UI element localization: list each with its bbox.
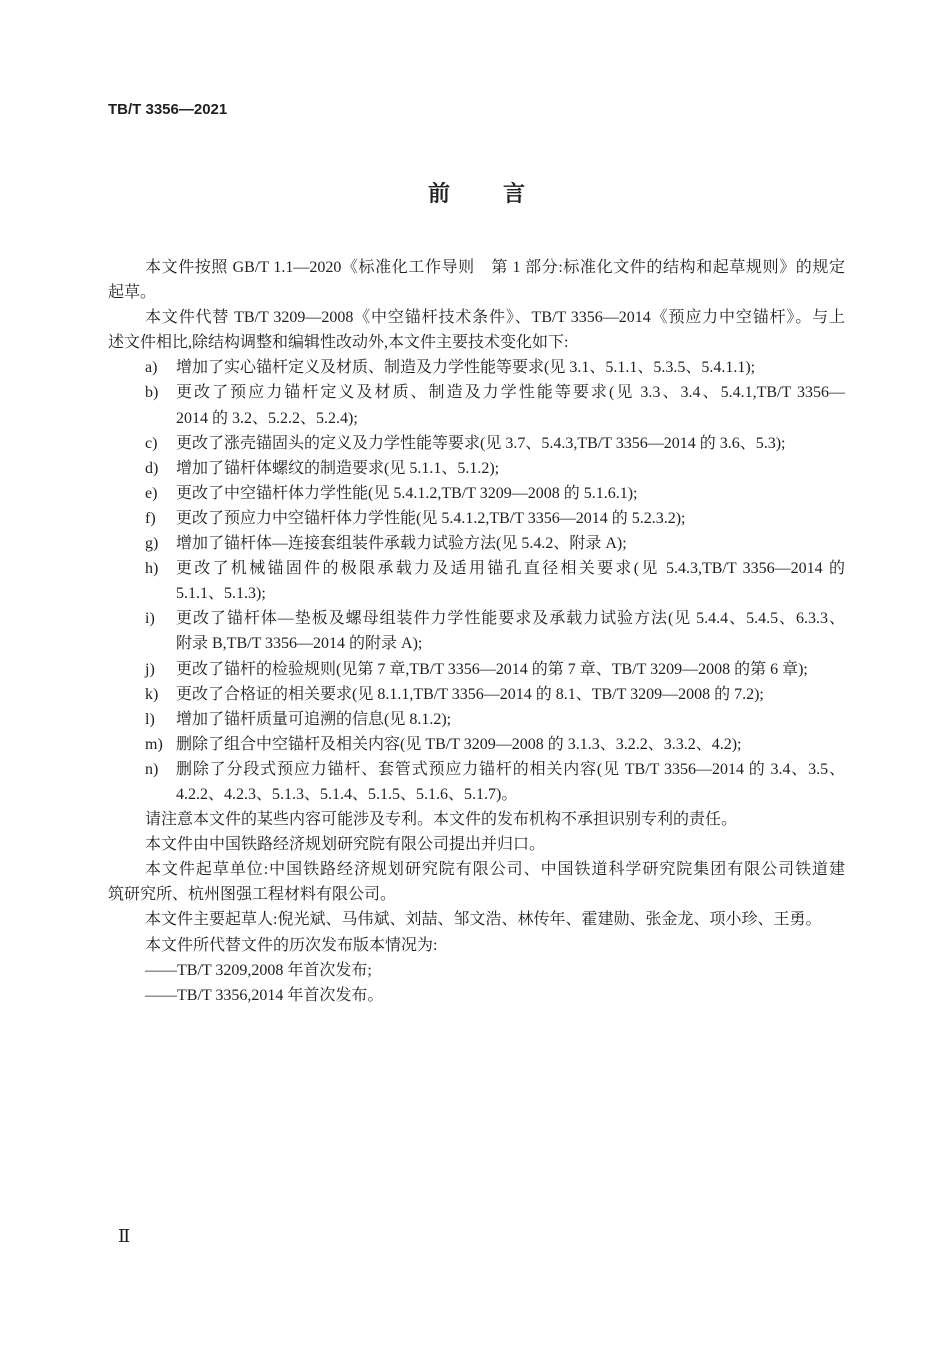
history-item: ——TB/T 3356,2014 年首次发布。 bbox=[145, 986, 384, 1004]
paragraph-proposer bbox=[108, 832, 845, 857]
paragraph-drafting-units bbox=[108, 857, 845, 907]
change-label: e) bbox=[145, 484, 158, 502]
change-text-line: 增加了实心锚杆定义及材质、制造及力学性能等要求(见 3.1、5.1.1、5.3.5、5.4.1.1); bbox=[176, 359, 756, 377]
change-text-line: 附录 B,TB/T 3356—2014 的附录 A); bbox=[176, 635, 423, 653]
change-label: b) bbox=[145, 384, 159, 402]
change-text-line: 更改了锚杆体—垫板及螺母组装件力学性能要求及承载力试验方法(见 5.4.4、5.4.5、6.3.3、 bbox=[176, 610, 845, 628]
change-label: m) bbox=[145, 735, 163, 753]
paragraph-line: 本文件主要起草人:倪光斌、马伟斌、刘喆、邹文浩、林传年、霍建勋、张金龙、项小珍、王勇。 bbox=[145, 911, 822, 929]
change-item-k bbox=[108, 682, 845, 707]
change-label: a) bbox=[145, 359, 158, 377]
change-item-m bbox=[108, 732, 845, 757]
change-label: f) bbox=[145, 509, 156, 527]
change-item-j bbox=[108, 657, 845, 682]
change-label: h) bbox=[145, 560, 159, 578]
change-label: j) bbox=[145, 660, 155, 678]
paragraph-line: 本文件所代替文件的历次发布版本情况为: bbox=[145, 936, 438, 954]
paragraph-line: 述文件相比,除结构调整和编辑性改动外,本文件主要技术变化如下: bbox=[108, 334, 569, 352]
change-item-f bbox=[108, 506, 845, 531]
history-item: ——TB/T 3209,2008 年首次发布; bbox=[145, 961, 372, 979]
technical-changes-list bbox=[108, 355, 845, 807]
change-label: n) bbox=[145, 760, 159, 778]
change-item-n bbox=[108, 757, 845, 807]
paragraph-line: 本文件起草单位:中国铁路经济规划研究院有限公司、中国铁道科学研究院集团有限公司铁道建 bbox=[145, 861, 845, 879]
paragraph-line: 筑研究所、杭州图强工程材料有限公司。 bbox=[108, 886, 397, 904]
change-text-line: 更改了机械锚固件的极限承载力及适用锚孔直径相关要求(见 5.4.3,TB/T 3356—2014 的 bbox=[176, 560, 845, 578]
paragraph-line: 本文件代替 TB/T 3209—2008《中空锚杆技术条件》、TB/T 3356—2014《预应力中空锚杆》。与上 bbox=[145, 309, 845, 327]
change-label: i) bbox=[145, 610, 155, 628]
change-item-l bbox=[108, 707, 845, 732]
paragraph-history-intro bbox=[108, 933, 845, 958]
paragraph-line: 本文件按照 GB/T 1.1—2020《标准化工作导则 第 1 部分:标准化文件的结构和起草规则》的规定 bbox=[145, 259, 845, 276]
change-item-a bbox=[108, 355, 845, 380]
paragraph-line: 起草。 bbox=[108, 284, 157, 302]
change-text-line: 更改了锚杆的检验规则(见第 7 章,TB/T 3356—2014 的第 7 章、TB/T 3209—2008 的第 6 章); bbox=[176, 660, 808, 678]
change-label: l) bbox=[145, 710, 155, 728]
change-label: c) bbox=[145, 434, 158, 452]
document-number: TB/T 3356—2021 bbox=[108, 101, 228, 118]
page-title: 前 言 bbox=[427, 182, 541, 207]
change-item-g bbox=[108, 531, 845, 556]
change-item-i bbox=[108, 606, 845, 656]
change-item-d bbox=[108, 456, 845, 481]
paragraph-patent-notice bbox=[108, 807, 845, 832]
change-label: g) bbox=[145, 535, 159, 553]
change-item-e bbox=[108, 481, 845, 506]
page-number: Ⅱ bbox=[118, 1226, 131, 1247]
change-label: k) bbox=[145, 685, 159, 703]
change-text-line: 增加了锚杆质量可追溯的信息(见 8.1.2); bbox=[176, 710, 452, 728]
change-item-h bbox=[108, 556, 845, 606]
foreword-body bbox=[108, 255, 845, 1008]
paragraph-replacement bbox=[108, 305, 845, 355]
change-text-line: 删除了组合中空锚杆及相关内容(见 TB/T 3209—2008 的 3.1.3、3.2.2、3.3.2、4.2); bbox=[176, 735, 742, 753]
change-text-line: 更改了中空锚杆体力学性能(见 5.4.1.2,TB/T 3209—2008 的 5.1.6.1); bbox=[176, 484, 638, 502]
paragraph-line: 请注意本文件的某些内容可能涉及专利。本文件的发布机构不承担识别专利的责任。 bbox=[145, 811, 738, 829]
change-label: d) bbox=[145, 459, 159, 477]
change-text-line: 更改了预应力中空锚杆体力学性能(见 5.4.1.2,TB/T 3356—2014 的 5.2.3.2); bbox=[176, 509, 686, 527]
change-text-line: 5.1.1、5.1.3); bbox=[176, 585, 266, 603]
change-item-c bbox=[108, 431, 845, 456]
change-text-line: 增加了锚杆体—连接套组装件承载力试验方法(见 5.4.2、附录 A); bbox=[176, 535, 627, 553]
change-text-line: 更改了涨壳锚固头的定义及力学性能等要求(见 3.7、5.4.3,TB/T 3356—2014 的 3.6、5.3); bbox=[176, 434, 786, 452]
change-text-line: 更改了合格证的相关要求(见 8.1.1,TB/T 3356—2014 的 8.1、TB/T 3209—2008 的 7.2); bbox=[176, 685, 764, 703]
change-item-b bbox=[108, 380, 845, 430]
change-text-line: 增加了锚杆体螺纹的制造要求(见 5.1.1、5.1.2); bbox=[176, 459, 500, 477]
change-text-line: 更改了预应力锚杆定义及材质、制造及力学性能等要求(见 3.3、3.4、5.4.1,TB/T 3356— bbox=[176, 384, 845, 402]
paragraph-drafters bbox=[108, 907, 845, 932]
change-text-line: 删除了分段式预应力锚杆、套管式预应力锚杆的相关内容(见 TB/T 3356—2014 的 3.4、3.5、 bbox=[176, 760, 845, 778]
paragraph-line: 本文件由中国铁路经济规划研究院有限公司提出并归口。 bbox=[145, 836, 546, 854]
publication-history-list bbox=[108, 958, 845, 1008]
change-text-line: 2014 的 3.2、5.2.2、5.2.4); bbox=[176, 409, 358, 427]
paragraph-drafting-rules bbox=[108, 255, 845, 305]
change-text-line: 4.2.2、4.2.3、5.1.3、5.1.4、5.1.5、5.1.6、5.1.7)。 bbox=[176, 785, 518, 803]
